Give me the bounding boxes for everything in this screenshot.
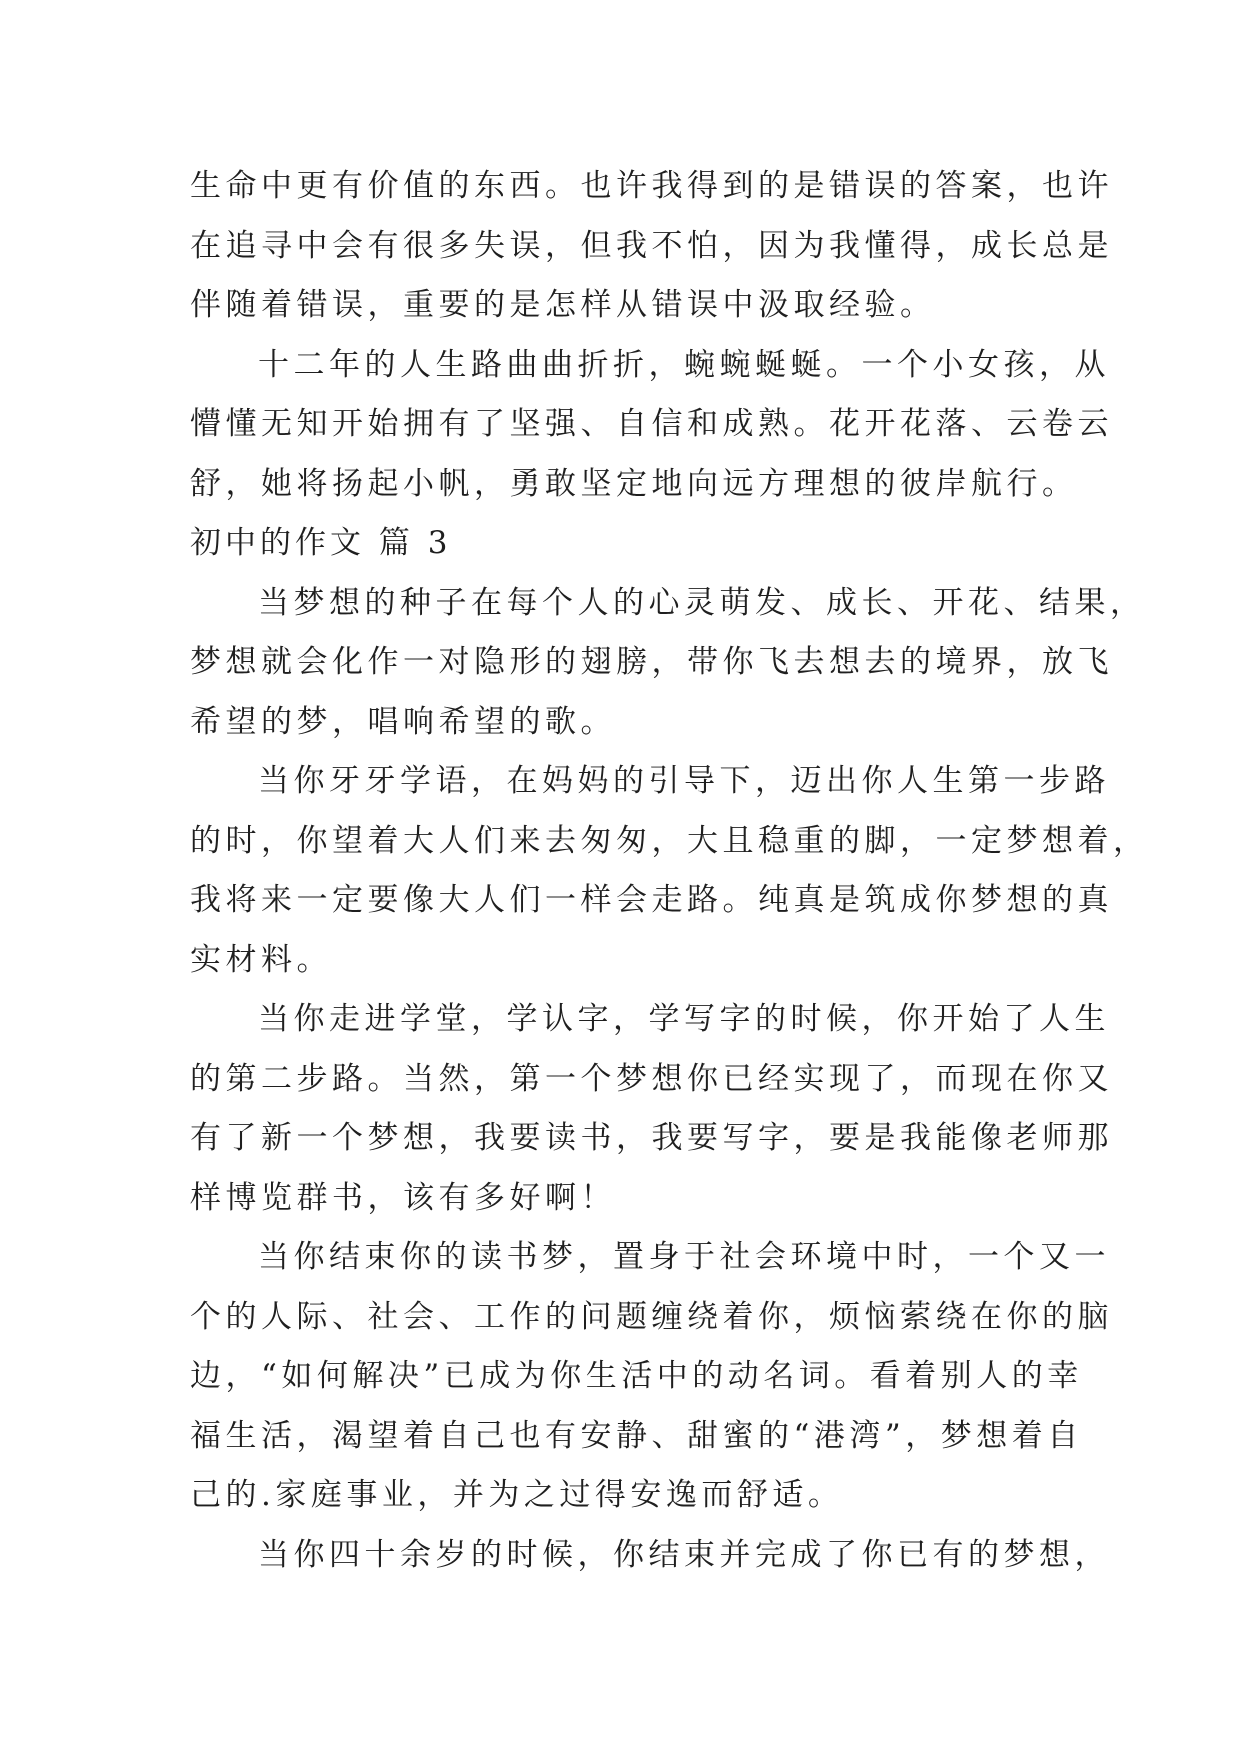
text-line: 当你走进学堂，学认字，学写字的时候，你开始了人生 bbox=[258, 1001, 1110, 1037]
text-line: 梦想就会化作一对隐形的翅膀，带你飞去想去的境界，放飞 bbox=[190, 644, 1113, 680]
text-line: 当你结束你的读书梦，置身于社会环境中时，一个又一 bbox=[258, 1239, 1110, 1275]
text-line: 在追寻中会有很多失误，但我不怕，因为我懂得，成长总是 bbox=[190, 227, 1113, 264]
text-line: 己的.家庭事业，并为之过得安逸而舒适。 bbox=[190, 1477, 844, 1513]
text-line: 懵懂无知开始拥有了坚强、自信和成熟。花开花落、云卷云 bbox=[190, 406, 1113, 442]
text-line: 有了新一个梦想，我要读书，我要写字，要是我能像老师那 bbox=[190, 1120, 1113, 1156]
paragraph bbox=[190, 990, 1113, 1228]
paragraph bbox=[190, 336, 1113, 515]
section-heading: 初中的作文 篇 3 bbox=[190, 525, 452, 561]
text-line: 当你四十余岁的时候，你结束并完成了你已有的梦想， bbox=[258, 1536, 1110, 1573]
text-line: 舒，她将扬起小帆，勇敢坚定地向远方理想的彼岸航行。 bbox=[190, 465, 1078, 502]
text-line: 实材料。 bbox=[190, 941, 332, 978]
paragraph bbox=[190, 574, 1146, 753]
text-line: 边，“如何解决”已成为你生活中的动名词。看着别人的幸 bbox=[190, 1358, 1083, 1394]
text-line: 伴随着错误，重要的是怎样从错误中汲取经验。 bbox=[190, 287, 936, 323]
paragraph bbox=[190, 752, 1149, 990]
paragraph bbox=[190, 1526, 1110, 1586]
text-line: 生命中更有价值的东西。也许我得到的是错误的答案，也许 bbox=[190, 168, 1113, 204]
paragraph bbox=[190, 157, 1113, 336]
text-line: 样博览群书，该有多好啊！ bbox=[190, 1179, 616, 1216]
text-line: 当梦想的种子在每个人的心灵萌发、成长、开花、结果， bbox=[258, 584, 1146, 621]
text-line: 的第二步路。当然，第一个梦想你已经实现了，而现在你又 bbox=[190, 1060, 1113, 1097]
text-line: 希望的梦，唱响希望的歌。 bbox=[190, 703, 616, 740]
paragraph bbox=[190, 1228, 1113, 1526]
text-line: 十二年的人生路曲曲折折，蜿蜿蜒蜒。一个小女孩，从 bbox=[258, 346, 1110, 383]
text-line: 个的人际、社会、工作的问题缠绕着你，烦恼萦绕在你的脑 bbox=[190, 1298, 1113, 1335]
document-body bbox=[190, 157, 1149, 1585]
text-line: 福生活，渴望着自己也有安静、甜蜜的“港湾”，梦想着自 bbox=[190, 1417, 1083, 1454]
text-line: 我将来一定要像大人们一样会走路。纯真是筑成你梦想的真 bbox=[190, 882, 1113, 918]
text-line: 的时，你望着大人们来去匆匆，大且稳重的脚，一定梦想着， bbox=[190, 822, 1149, 859]
text-line: 当你牙牙学语，在妈妈的引导下，迈出你人生第一步路 bbox=[258, 763, 1110, 799]
